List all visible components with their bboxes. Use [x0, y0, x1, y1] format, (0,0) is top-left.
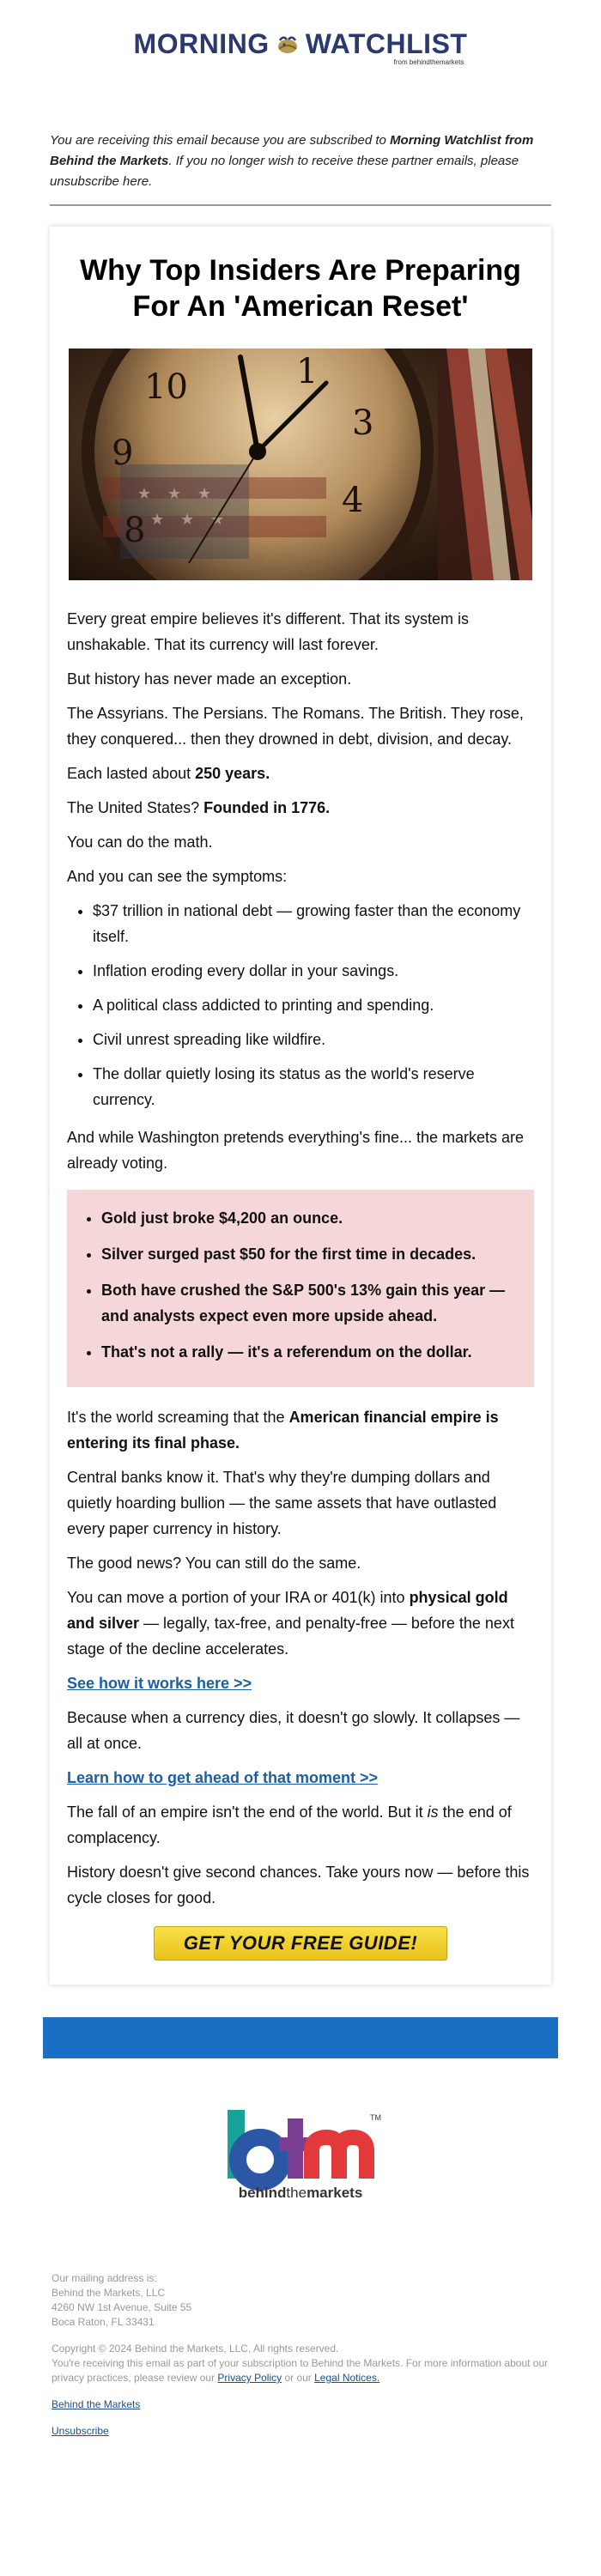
notice-text-after: . If you no longer wish to receive these partner emails, please unsubscribe here. — [50, 154, 519, 189]
svg-text:★: ★ — [150, 511, 165, 529]
unsubscribe-wrap — [52, 2424, 549, 2439]
paragraph-9 — [67, 1404, 534, 1456]
notice-text-before: You are receiving this email because you are subscribed to — [50, 133, 391, 148]
learn-how-link[interactable]: Learn how to get ahead of that moment >> — [67, 1769, 379, 1786]
list-item: • Silver surged past $50 for the first time in decades. — [101, 1241, 517, 1267]
copyright-text: Copyright © 2024 Behind the Markets, LLC, All rights reserved. — [52, 2343, 339, 2355]
svg-text:★: ★ — [167, 485, 182, 503]
list-item: • A political class addicted to printing and spending. — [93, 992, 534, 1018]
list-item: • Inflation eroding every dollar in your savings. — [93, 958, 534, 984]
paragraph-14-italic: is — [427, 1803, 439, 1821]
notice-text-bold: Morning Watchlist from Behind the Markets — [50, 133, 534, 168]
paragraph-4-bold: 250 years. — [195, 765, 270, 782]
subscription-reason — [52, 2356, 549, 2385]
logo-word-watchlist: WATCHLIST — [305, 28, 468, 59]
paragraph-9-text: It's the world screaming that the — [67, 1409, 289, 1426]
article-title: Why Top Insiders Are Preparing For An 'American Reset' — [80, 254, 521, 323]
guide-button-wrap — [67, 1926, 534, 1961]
see-how-it-works-link[interactable]: See how it works here >> — [67, 1675, 252, 1692]
morning-watchlist-logo[interactable] — [134, 28, 468, 66]
reason-text: You're receiving this email as part of your subscription to Behind the Markets. For more information about our privacy practices, please review our — [52, 2357, 549, 2384]
reason-mid: or our — [282, 2372, 315, 2384]
behind-the-markets-link[interactable]: Behind the Markets — [52, 2398, 141, 2410]
mailing-label: Our mailing address is: — [52, 2272, 157, 2284]
legal-block — [52, 2342, 549, 2385]
svg-text:1: 1 — [296, 352, 319, 391]
mailing-address — [52, 2271, 549, 2330]
logo-word-morning: MORNING — [133, 28, 270, 59]
paragraph-8: And while Washington pretends everything's fine... the markets are already voting. — [67, 1129, 525, 1172]
btm-word-behind: behind — [238, 2185, 287, 2201]
paragraph-10: Central banks know it. That's why they're dumping dollars and quietly hoarding bullion — the same assets that have outlasted every paper currency in history. — [67, 1469, 497, 1537]
svg-text:★: ★ — [137, 485, 152, 503]
logo-subtitle: from behindthemarkets — [393, 58, 464, 66]
paragraph-12-text: You can move a portion of your IRA or 401(k) into — [67, 1589, 410, 1606]
svg-text:★: ★ — [180, 511, 195, 529]
paragraph-5 — [67, 795, 534, 821]
list-item: • That's not a rally — it's a referendum on the dollar. — [101, 1339, 517, 1365]
email-footer — [52, 2271, 549, 2439]
footer-links — [52, 2397, 549, 2412]
market-highlights-box — [67, 1190, 534, 1387]
svg-text:★: ★ — [210, 511, 225, 529]
address-line-3: Boca Raton, FL 33431 — [52, 2316, 155, 2328]
get-free-guide-button[interactable]: GET YOUR FREE GUIDE! — [154, 1926, 447, 1961]
paragraph-13: Because when a currency dies, it doesn't go slowly. It collapses — all at once. — [67, 1709, 520, 1752]
svg-text:3: 3 — [352, 403, 374, 443]
list-item: • Civil unrest spreading like wildfire. — [93, 1027, 534, 1052]
paragraph-14 — [67, 1799, 534, 1851]
paragraph-1: Every great empire believes it's different. That its system is unshakable. That its currency will last forever. — [67, 610, 469, 653]
unsubscribe-link[interactable]: Unsubscribe — [52, 2425, 109, 2437]
paragraph-6: You can do the math. — [67, 833, 213, 851]
list-item: • Gold just broke $4,200 an ounce. — [101, 1205, 517, 1231]
paragraph-2: But history has never made an exception. — [67, 670, 352, 688]
svg-text:9: 9 — [112, 433, 134, 473]
paragraph-14-after: the end of complacency. — [67, 1803, 512, 1846]
paragraph-15: History doesn't give second chances. Take yours now — before this cycle closes for good. — [67, 1864, 530, 1906]
paragraph-9-bold: American financial empire is entering its final phase. — [67, 1409, 499, 1452]
paragraph-7: And you can see the symptoms: — [67, 868, 288, 885]
list-item: • Both have crushed the S&P 500's 13% gain this year — and analysts expect even more upside ahead. — [101, 1277, 517, 1329]
subscription-notice — [50, 130, 551, 206]
paragraph-12-bold: physical gold and silver — [67, 1589, 508, 1632]
address-line-1: Behind the Markets, LLC — [52, 2287, 166, 2299]
paragraph-14-text: The fall of an empire isn't the end of the world. But it — [67, 1803, 428, 1821]
list-item: • $37 trillion in national debt — growing faster than the economy itself. — [93, 898, 534, 949]
paragraph-3: The Assyrians. The Persians. The Romans. The British. They rose, they conquered... then they drowned in debt, division, and decay. — [67, 705, 524, 748]
paragraph-4-text: Each lasted about — [67, 765, 196, 782]
symptoms-list — [67, 898, 534, 1112]
privacy-policy-link[interactable]: Privacy Policy — [217, 2372, 282, 2384]
paragraph-5-bold: Founded in 1776. — [203, 799, 331, 816]
btm-word-markets: markets — [307, 2185, 363, 2201]
blue-banner-bar[interactable] — [43, 2017, 558, 2058]
behind-the-markets-logo[interactable] — [0, 2108, 601, 2203]
svg-text:8: 8 — [124, 511, 146, 550]
address-line-2: 4260 NW 1st Avenue, Suite 55 — [52, 2301, 192, 2313]
btm-emblem-icon — [219, 2108, 382, 2203]
article-card — [50, 227, 551, 1985]
btm-wordmark — [239, 2185, 363, 2201]
clock-flag-hero-image[interactable] — [69, 349, 532, 580]
legal-notices-link[interactable]: Legal Notices. — [314, 2372, 380, 2384]
tm-mark: TM — [370, 2113, 381, 2122]
email-header — [0, 0, 601, 94]
paragraph-5-text: The United States? — [67, 799, 204, 816]
bull-emblem-icon — [275, 32, 300, 58]
paragraph-11: The good news? You can still do the same. — [67, 1555, 361, 1572]
list-item: • The dollar quietly losing its status as the world's reserve currency. — [93, 1061, 534, 1112]
svg-text:4: 4 — [342, 481, 364, 520]
svg-text:10: 10 — [144, 367, 188, 407]
paragraph-4 — [67, 761, 534, 786]
paragraph-12 — [67, 1585, 534, 1662]
btm-word-the: the — [286, 2185, 307, 2201]
svg-text:★: ★ — [197, 485, 212, 503]
paragraph-12-after: — legally, tax-free, and penalty-free — before the next stage of the decline accelerates. — [67, 1615, 514, 1658]
